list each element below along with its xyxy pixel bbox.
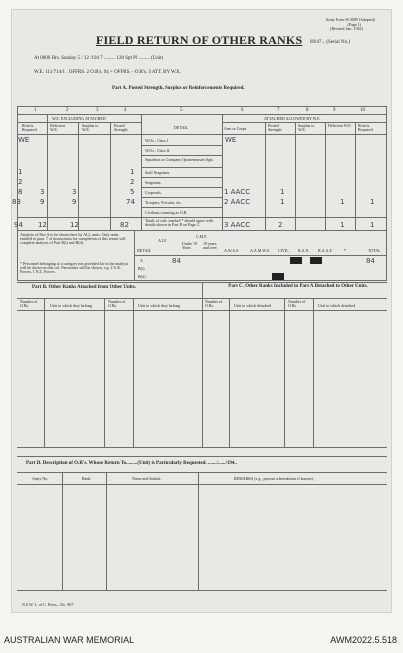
detail-row-rule <box>142 207 222 208</box>
cmf-header-cmf: C.M.F. <box>196 234 208 239</box>
detail-row-civilians: Civilians counting as O.R. <box>145 210 188 215</box>
form-title: FIELD RETURN OF OTHER RANKS <box>96 33 303 47</box>
part-d-top-rule <box>17 456 387 457</box>
table-right-border <box>386 106 387 280</box>
cmf-header-rule <box>134 255 387 256</box>
part-c-col-number: Number of O.Rs. <box>205 299 223 308</box>
sub-heading-att-deficient: Deficient W.E. <box>328 123 352 128</box>
part-d-col-remarks: REMARKS (e.g., present whereabouts if known). <box>234 476 314 481</box>
sub-heading-arm-corps: Arm or Corps <box>224 126 247 131</box>
part-b-col-divider <box>133 298 134 447</box>
accession-number: AWM2022.5.518 <box>330 635 397 645</box>
col-number-7: 7 <box>277 108 280 113</box>
handwritten-cmf-a: 84 <box>172 257 181 265</box>
handwritten-att-cpl-posted: 1 <box>280 188 285 196</box>
part-c-col-divider <box>229 298 230 447</box>
detail-row-sgt: Sergeants. <box>145 180 162 185</box>
part-d-col-divider <box>62 472 63 590</box>
detail-row-rule <box>142 167 222 168</box>
col-number-9: 9 <box>333 108 336 113</box>
detail-row-cpl: Corporals. <box>145 190 162 195</box>
handwritten-total-posted: 82 <box>120 221 129 229</box>
handwritten-att-total-deficient: 1 <box>340 221 345 229</box>
part-b-col-divider <box>104 298 105 447</box>
part-bc-col-rule <box>17 310 387 311</box>
cmf-header-19over: 19 years and over <box>203 241 217 250</box>
archive-footer <box>0 625 403 653</box>
col-divider <box>141 114 142 230</box>
sub-heading-posted-strength: Posted Strength <box>114 123 128 132</box>
handwritten-total-surplus: 12 <box>70 221 79 229</box>
col-number-5: 5 <box>180 108 183 113</box>
col-divider <box>325 122 326 230</box>
detail-row-rule <box>142 145 222 146</box>
part-bc-divider <box>202 282 203 447</box>
cmf-header-raaf: R.A.A.F. <box>318 248 333 253</box>
part-b-col-unit-2: Unit to which they belong <box>138 303 180 308</box>
cmf-row-bi: B(i) <box>138 266 145 271</box>
part-b-col-unit: Unit to which they belong <box>50 303 92 308</box>
table-top-border <box>17 106 387 107</box>
table-bottom-border <box>17 280 387 281</box>
handwritten-pte-posted: 74 <box>126 198 135 206</box>
cmf-header-ran: R.A.N. <box>298 248 310 253</box>
handwritten-cpl-surplus: 3 <box>72 188 77 196</box>
detail-row-ssgt: Staff Sergeants. <box>145 170 171 175</box>
handwritten-att-cpl-corps: 1 AACC <box>224 188 251 196</box>
detail-heading: DETAIL <box>174 125 189 130</box>
cmf-row-bii: B(ii) <box>138 274 146 279</box>
detail-row-rule <box>142 187 222 188</box>
we-excluding-attached-heading: W.E. EXCLUDING ATTACHED <box>52 116 106 121</box>
part-c-col-divider <box>313 298 314 447</box>
handwritten-staff-required: 1 <box>18 168 23 176</box>
redaction-block <box>272 273 284 280</box>
part-c-col-divider <box>284 298 285 447</box>
handwritten-pte-required: 83 <box>12 198 21 206</box>
detail-row-rule <box>142 197 222 198</box>
handwritten-att-pte-posted: 1 <box>280 198 285 206</box>
subheading-rule <box>17 134 387 135</box>
cmf-row-a: A <box>140 258 143 263</box>
sub-heading-surplus: Surplus to W.E. <box>82 123 99 132</box>
handwritten-pte-surplus: 9 <box>72 198 77 206</box>
col-divider <box>355 122 356 230</box>
sub-heading-reinforcements: Rein/ts Required <box>22 123 37 132</box>
handwritten-we-attached: WE <box>225 136 237 144</box>
form-reference: Army Form W.3009 (Adapted) <box>325 17 375 22</box>
page-reference: (Page 1) <box>347 22 361 27</box>
cmf-header-aamws: A.A.M.W.S. <box>250 248 270 253</box>
handwritten-cpl-posted: 5 <box>130 188 135 196</box>
part-c-col-number-2: Number of O.Rs. <box>288 299 306 308</box>
time-unit-line: At 0600 Hrs. Sunday 5 / 12 /194 7 ......... 120 Spt Pl ......... (Unit) <box>34 56 164 61</box>
detail-row-rule <box>142 155 222 156</box>
handwritten-sgt-required: 2 <box>18 178 23 186</box>
col-divider <box>110 122 111 230</box>
redaction-block <box>290 257 302 264</box>
handwritten-att-total-posted: 2 <box>278 221 283 229</box>
col-divider <box>295 122 296 230</box>
part-d-col-divider <box>198 472 199 590</box>
part-bc-bottom-rule <box>17 447 387 448</box>
col-number-3: 3 <box>96 108 99 113</box>
handwritten-att-pte-corps: 2 AACC <box>224 198 251 206</box>
detail-row-cqms: Squadron or Company Quartermaster Sgts. <box>145 157 214 162</box>
handwritten-cpl-required: 8 <box>18 188 23 196</box>
handwritten-total-a: 84 <box>366 257 375 265</box>
col-number-10: 10 <box>360 108 365 113</box>
part-d-col-rule <box>17 484 387 485</box>
col-divider <box>222 114 223 230</box>
handwritten-we: WE <box>18 136 30 144</box>
part-b-heading: Part B. Other Ranks Attached from Other Units. <box>32 285 137 290</box>
analysis-rule <box>17 230 387 231</box>
col-divider <box>78 122 79 230</box>
analysis-footnote: * Personnel belonging to a category not provided for in the analysis will be shown in this col. Particulars will be shown, e.g. 2 U.K. Forces, 1 N.Z. Forces. <box>20 261 129 274</box>
sub-heading-att-reinforcements: Rein/ts Required <box>358 123 373 132</box>
col-number-4: 4 <box>124 108 127 113</box>
part-d-heading-rule <box>17 472 387 473</box>
part-d-bottom-rule <box>17 590 387 591</box>
printer-imprint: N.S.W. L. of C. Press—No. 907. <box>22 602 75 607</box>
revision-date: (Revised Jan., 1942) <box>330 26 363 31</box>
redaction-block <box>310 257 322 264</box>
handwritten-att-pte-deficient: 1 <box>340 198 345 206</box>
serial-number: 69/47... (Serial No.) <box>310 40 350 45</box>
part-b-col-divider <box>44 298 45 447</box>
attached-allowed-heading: ATTACHED ALLOWED BY W.E. <box>264 116 321 121</box>
handwritten-total-required: 94 <box>14 221 23 229</box>
sub-heading-att-posted: Posted Strength <box>268 123 282 132</box>
col-number-rule <box>17 114 387 115</box>
handwritten-cpl-deficient: 3 <box>40 188 45 196</box>
detail-row-pte: Troopers, Privates, etc. <box>145 200 182 205</box>
cmf-header-aif: A.I.F. <box>158 238 168 243</box>
sub-heading-deficient: Deficient W.E. <box>50 123 65 132</box>
totals-note: Totals of cols. marked * should agree with details shown in Part B on Page 2. <box>145 218 213 227</box>
col-number-6: 6 <box>241 108 244 113</box>
cmf-header-civil: CIVIL <box>278 248 289 253</box>
detail-row-wo1: W.Os., Class I. <box>145 138 169 143</box>
handwritten-pte-deficient: 9 <box>40 198 45 206</box>
institution-name: AUSTRALIAN WAR MEMORIAL <box>4 635 135 645</box>
handwritten-att-total-corps: 3 AACC <box>224 221 251 229</box>
part-d-col-divider <box>106 472 107 590</box>
part-d-col-rank: Rank <box>82 476 91 481</box>
part-b-col-number-2: Number of O.Rs. <box>108 299 126 308</box>
handwritten-total-deficient: 12 <box>38 221 47 229</box>
part-c-col-unit-2: Unit to which detached <box>318 303 356 308</box>
cmf-header-other: * <box>344 248 346 253</box>
col-divider <box>265 122 266 230</box>
detail-row-wo2: W.Os., Class II. <box>145 148 171 153</box>
cmf-detail-heading: DETAIL <box>137 248 152 253</box>
form-page <box>11 9 392 613</box>
col-divider <box>47 114 48 230</box>
handwritten-att-total-required: 1 <box>370 221 375 229</box>
cmf-header-awas: A.W.A.S. <box>224 248 240 253</box>
part-c-col-unit: Unit to which detached <box>234 303 272 308</box>
part-d-col-army-no: Army No. <box>32 476 49 481</box>
cmf-header-under19: Under 19 Years <box>182 241 197 250</box>
handwritten-staff-posted: 1 <box>130 168 135 176</box>
cmf-header-total: TOTAL <box>368 248 381 253</box>
part-d-col-name: Name and Initials <box>132 476 161 481</box>
handwritten-sgt-posted: 2 <box>130 178 135 186</box>
detail-row-rule <box>142 177 222 178</box>
part-d-heading: Part D. Description of O.R's. Whose Return To.........(Unit) is Particularly Requested. ......./....../194.. <box>26 461 237 466</box>
part-c-heading: Part C. Other Ranks Included in Part A Detached to Other Units. <box>228 284 368 289</box>
handwritten-att-pte-required: 1 <box>370 198 375 206</box>
we-line: W.E. 111/714/1 . OFFRS. 2 O.R's. 94 + OFFRS. - O.R's. 3 ATT. BY W.E. <box>34 70 181 75</box>
analysis-note: Analysis of Part A to be shown here by ALL units. Only units entitled to para. 7 of instructions for completion of this return will complete analysis of Part B(i) and B(ii). <box>20 232 126 245</box>
part-a-heading: Part A. Posted Strength, Surplus or Reinforcements Required. <box>112 86 245 91</box>
sub-heading-att-surplus: Surplus to W.E. <box>298 123 315 132</box>
col-number-8: 8 <box>306 108 309 113</box>
col-number-2: 2 <box>66 108 69 113</box>
part-b-col-number: Number of O.Rs. <box>20 299 38 308</box>
col-number-1: 1 <box>34 108 37 113</box>
